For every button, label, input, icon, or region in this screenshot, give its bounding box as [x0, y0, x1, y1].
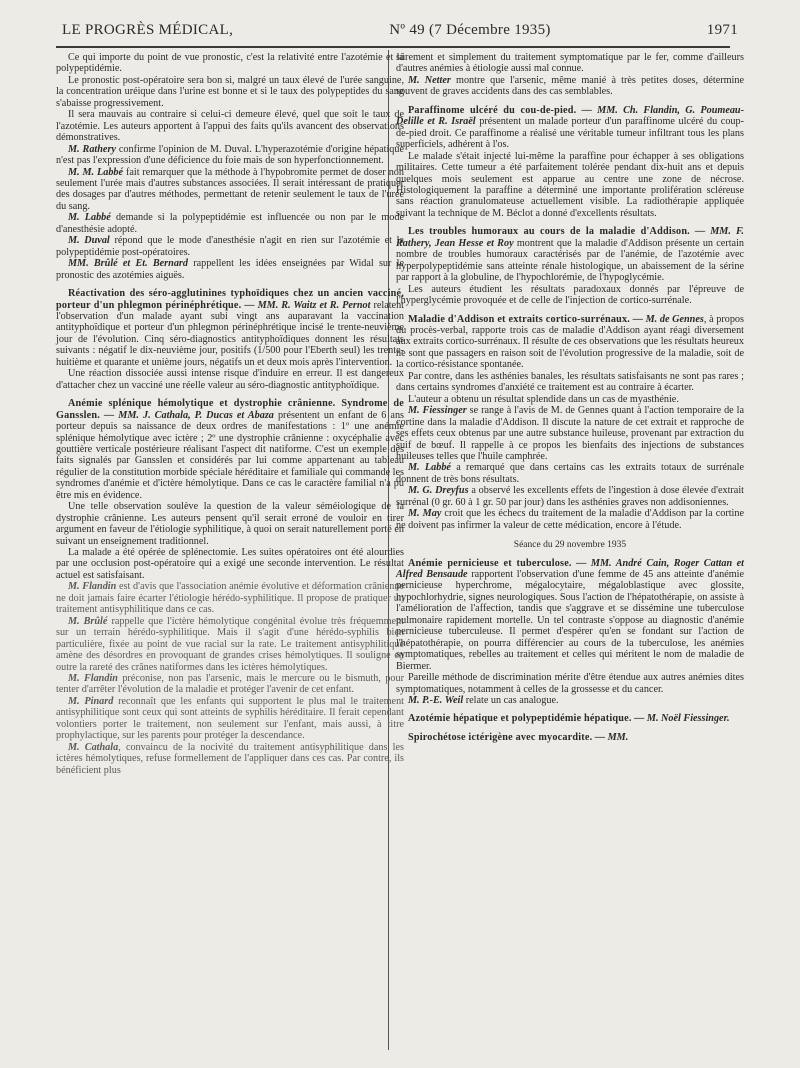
paragraph: Ce qui importe du point de vue pronostic, c'est la relativité entre l'azotémie et la polypeptidémie.	[56, 52, 404, 75]
author: M. Flandin	[68, 673, 118, 685]
text: fait remarquer que la méthode à l'hypobromite permet de doser non seulement l'urée mais d'autres substances associées. Il serait intéressant de pratiquer des dosages par d'autres méthodes, permettant de retenir seulement le taux de l'urée du sang.	[56, 166, 404, 212]
paragraph: Les auteurs étudient les résultats paradoxaux donnés par l'épreuve de l'hyperglycémie provoquée et de celle de l'injection de cortico-surrénale.	[396, 283, 744, 307]
author: — MM. Ch. Flandin, G. Poumeau-Delille et R. Israël	[396, 104, 744, 128]
page-number: 1971	[706, 22, 738, 38]
text: présentent un enfant de 6 ans porteur depuis sa naissance de deux ordres de manifestations : 1º une anémie splénique hémolytique avec ictère ; 2º une dystrophie crânienne : oxycéphalie avec gouttière verticale postérieure réalisant l'aspect dit natiforme. C'est un exemple des faits signalés par Gansslen et considérés par lui comme appartenant au tableau régulier de la constitution morbide spéciale héréditaire et familiale qui commande les syndromes d'anémie et d'ictère hémolytique. Dans ce cas le caractère familial n'a pu être mis en évidence.	[56, 409, 405, 501]
paragraph: Le malade s'était injecté lui-même la paraffine pour échapper à ses obligations militaires. Cette tumeur a été parfaitement tolérée pendant dix-huit ans et depuis quelques mois seulement est apparue au centre une zone de nécrose. Histologiquement la paraffine a déterminé une importante prolifération scléreuse sans réaction granulomateuse actuellement visible. La radiothérapie appliquée suivant la technique de M. Béclot a donné d'excellents résultats.	[396, 150, 744, 219]
text: croit que les échecs du traitement de la maladie d'Addison par la cortine ne doivent pas infirmer la valeur de cette médication, encore à l'étude.	[396, 508, 744, 531]
author: — MM. R. Waitz et R. Pernot	[241, 299, 371, 311]
section-title: Les troubles humoraux au cours de la maladie d'Addison.	[408, 226, 690, 238]
running-header	[62, 22, 738, 44]
text: rapportent l'observation d'une femme de 45 ans atteinte d'anémie pernicieuse hyperchrome, mégalocytaire, mégaloblastique avec glossite, hypochlorhydrie, signes neurologiques. Sous l'action de l'hépatothérapie, on assiste à l'amélioration de l'affection, tandis que s'aggrave et se dissémine une tuberculose pulmonaire rapidement mortelle. Un tel contraste s'oppose au diagnostic d'anémie pernicieuse tuberculeuse. Il permet d'espérer qu'en se fondant sur l'action de l'hépatothérapie, on pourra différencier au cours de la tuberculose, les anémies symptomatiques, rebelles au traitement et celles qui méritent le nom de maladie de Biermer.	[396, 569, 744, 672]
text: relatent l'observation d'un malade ayant subi vingt ans auparavant la vaccination antityphoïdique et porteur d'un phlegmon périnéphrétique incisé le trente-neuvième jour de l'évolution. Cinq séro-diagnostics antityphoïdiques donnent les résultats suivants : négatif le dix-neuvième jour, positifs (1/500 pour l'Eberth seul) les trente-huitième et quarante et unième jours, négatifs un et deux mois après l'intervention.	[56, 299, 405, 368]
paragraph	[56, 742, 404, 776]
section	[56, 288, 404, 368]
section	[396, 558, 744, 673]
author: — MM. F. Rathery, Jean Hesse et Roy	[396, 226, 744, 249]
text: a remarqué que dans certains cas les extraits totaux de surrénale donnent de très bons résultats.	[396, 462, 744, 485]
author: M. Netter	[408, 74, 451, 86]
paragraph	[396, 695, 744, 706]
paragraph	[396, 508, 744, 531]
paragraph	[396, 462, 744, 485]
author: — MM.	[592, 731, 629, 743]
text: montrent que la maladie d'Addison présente un certain nombre de troubles humoraux caractérisés par de l'anémie, de l'azotémie avec hyperpolypeptidémie sans atteinte rénale histologique, un abaissement de la sérine par rapport à la globuline, de l'hypochlorémie, de l'hypoglycémie.	[396, 237, 744, 284]
section	[396, 732, 744, 743]
paragraph	[56, 696, 404, 742]
text: présentent un malade porteur d'un paraffinome ulcéré du coup-de-pied droit. Ce paraffinome a réalisé une véritable tumeur infiltrant tous les plans superficiels, adhérent à l'os.	[396, 116, 744, 151]
section-title: Azotémie hépatique et polypeptidémie hépatique.	[408, 713, 632, 725]
section-title: Spirochétose ictérigène avec myocardite.	[408, 731, 593, 743]
author: M. G. Dreyfus	[408, 485, 469, 497]
paragraph: Le pronostic post-opératoire sera bon si, malgré un taux élevé de l'urée sanguine, la concentration uréique dans l'urine est bonne et si le taux des polypeptides du sang s'abaisse progressivement.	[56, 74, 404, 109]
journal-title: LE PROGRÈS MÉDICAL,	[62, 22, 234, 38]
author: — MM. J. Cathala, P. Ducas et Abaza	[99, 409, 274, 421]
right-column	[396, 52, 744, 743]
author: M. P.-E. Weil	[408, 695, 464, 707]
paragraph: La malade a été opérée de splénectomie. Les suites opératoires ont été alourdies par une occlusion post-opératoire qui a exigé une seconde intervention. Le résultat actuel est satisfaisant.	[56, 547, 404, 581]
paragraph	[56, 212, 404, 235]
paragraph	[56, 235, 404, 258]
author: M. Duval	[68, 235, 110, 247]
author: M. Pinard	[68, 695, 114, 707]
paragraph: Il sera mauvais au contraire si celui-ci demeure élevé, quel que soit le taux de l'azotémie. Les auteurs apportent à l'appui des faits qu'ils avancent des observations démonstratives.	[56, 109, 404, 144]
text: rappelle que l'ictère hémolytique congénital évolue très fréquemment sur un terrain hérédo-syphilitique. Mais il s'agit d'une hérédo-syphilis bien particulière, fixée au point de vue racial sur la rate. Le traitement antisyphilitique amène des désordres en provoquant de grandes crises hémolytiques. Il souligne en outre la rareté des crânes natiformes dans les ictères hémolytiques.	[56, 615, 404, 673]
section	[396, 314, 744, 371]
issue-info: Nº 49 (7 Décembre 1935)	[389, 22, 551, 38]
author: M. Rathery	[68, 143, 116, 155]
paragraph: sûrement et simplement du traitement symptomatique par le fer, comme d'ailleurs d'autres anémies à étiologie aussi mal connue.	[396, 52, 744, 75]
paragraph: Pareille méthode de discrimination mérite d'être étendue aux autres anémies dites symptomatiques, notamment à celles de la grossesse et du cancer.	[396, 672, 744, 695]
section-title: Anémie splénique hémolytique et dystrophie crânienne. Syndrome de Gansslen.	[56, 398, 404, 421]
author: M. Fiessinger	[408, 405, 467, 417]
paragraph: Une réaction dissociée aussi intense risque d'induire en erreur. Il est dangereux d'attacher chez un vacciné une réelle valeur au séro-diagnostic antityphoïdique.	[56, 368, 404, 391]
section	[396, 713, 744, 724]
author: M. Flandin	[68, 581, 117, 593]
text: rappellent les idées enseignées par Widal sur le pronostic des azotémies aiguës.	[56, 258, 404, 281]
author: M. May	[408, 508, 442, 520]
section-title: Anémie pernicieuse et tuberculose.	[408, 557, 572, 569]
text: , à propos du procès-verbal, rapporte trois cas de maladie d'Addison ayant réagi diversement aux extraits cortico-surrénaux. Il résulte de ces observations que les résultats heureux ne sont que passagers en raison soit de l'évolution progressive de la maladie, soit de la cortico-résistance spontanée.	[396, 313, 744, 371]
text: répond que le mode d'anesthésie n'agit en rien sur l'azotémie et la polypeptidémie post-opératoires.	[56, 235, 404, 258]
text: préconise, non pas l'arsenic, mais le mercure ou le bismuth, pour tenter d'arrêter l'évolution de la maladie et protéger l'avenir de cet enfant.	[56, 673, 404, 696]
left-column	[56, 52, 404, 776]
paragraph	[56, 167, 404, 213]
author: MM. Brûlé et Et. Bernard	[68, 258, 188, 270]
paragraph	[56, 144, 404, 167]
author: M. Labbé	[408, 462, 451, 474]
text: , convaincu de la nocivité du traitement antisyphilitique dans les ictères hémolytiques, refuse formellement de l'appliquer dans ces cas. Par contre, ils bénéficient plus	[56, 741, 404, 776]
paragraph	[56, 673, 404, 696]
text: relate un cas analogue.	[463, 695, 559, 707]
header-rule	[56, 46, 730, 48]
text: reconnaît que les enfants qui supportent le plus mal le traitement antisyphilitique sont ceux qui sont atteints de syphilis héréditaire. Il ferait cependant volontiers porter le traitement, non seulement sur l'enfant, mais aussi, à titre prophylactique, sur les parents pour protéger la descendance.	[56, 695, 404, 742]
paragraph: Par contre, dans les asthénies banales, les résultats satisfaisants ne sont pas rares ; dans certains syndromes d'anxiété ce traitement est au contraire à écarter.	[396, 370, 744, 394]
paragraph	[396, 75, 744, 98]
author: M. Cathala	[68, 741, 119, 753]
text: montre que l'arsenic, même manié à très petites doses, détermine souvent de graves accidents dans des cas semblables.	[396, 74, 744, 98]
author: — MM. André Cain, Roger Cattan et Alfred Bensaude	[396, 557, 744, 581]
session-date: Séance du 29 novembre 1935	[513, 540, 627, 551]
section	[56, 398, 404, 501]
text: confirme l'opinion de M. Duval. L'hyperazotémie d'origine hépatique n'est pas l'expression d'une déficience du foie mais de son hyperfonctionnement.	[56, 143, 405, 167]
author: M. Brûlé	[68, 615, 108, 627]
section-title: Réactivation des séro-agglutinines typhoïdiques chez un ancien vacciné, porteur d'un phlegmon périnéphrétique.	[56, 288, 404, 311]
paragraph	[56, 258, 404, 281]
paragraph	[56, 616, 404, 673]
section-title: Maladie d'Addison et extraits cortico-surrénaux.	[408, 313, 631, 325]
paragraph	[56, 581, 404, 615]
text: a observé les excellents effets de l'ingestion à dose élevée d'extrait surrénal (0 gr. 60 à 1 gr. 50 par jour) dans les asthénies graves non addisoniennes.	[396, 485, 744, 508]
paragraph: L'auteur a obtenu un résultat splendide dans un cas de myasthénie.	[408, 393, 679, 405]
text: est d'avis que l'association anémie évolutive et déformation crânienne ne doit jamais faire écarter l'étiologie hérédo-syphilitique. Il propose de pratiquer un traitement antisyphilitique dans ce cas.	[56, 581, 404, 616]
paragraph: Une telle observation soulève la question de la valeur séméiologique de la dystrophie crânienne. Les auteurs pensent qu'il serait erroné de vouloir en tirer argument en faveur de l'étiologie syphilitique, à quoi on serait naturellement porté en suivant un enseignement traditionnel.	[56, 501, 404, 547]
author: M. Labbé	[68, 212, 111, 224]
section-title: Paraffinome ulcéré du cou-de-pied.	[408, 104, 577, 116]
paragraph	[396, 485, 744, 508]
author: M. M. Labbé	[68, 166, 124, 178]
text: se range à l'avis de M. de Gennes quant à l'action temporaire de la cortine dans la maladie d'Addison. Il discute la nature de cet extrait et rapproche de ses effets ceux obtenus par une autre substance huileuse, provenant par extraction du suif de bœuf. Il rappelle à ce propos les bienfaits des injections de substances huileuses telles que l'huile camphrée.	[396, 405, 744, 462]
section	[396, 226, 744, 283]
author: — M. de Gennes	[630, 313, 704, 325]
text: demande si la polypeptidémie est influencée ou non par le mode d'anesthésie adopté.	[56, 212, 404, 235]
section	[396, 105, 744, 151]
paragraph	[396, 405, 744, 462]
author: — M. Noël Fiessinger.	[631, 713, 730, 725]
